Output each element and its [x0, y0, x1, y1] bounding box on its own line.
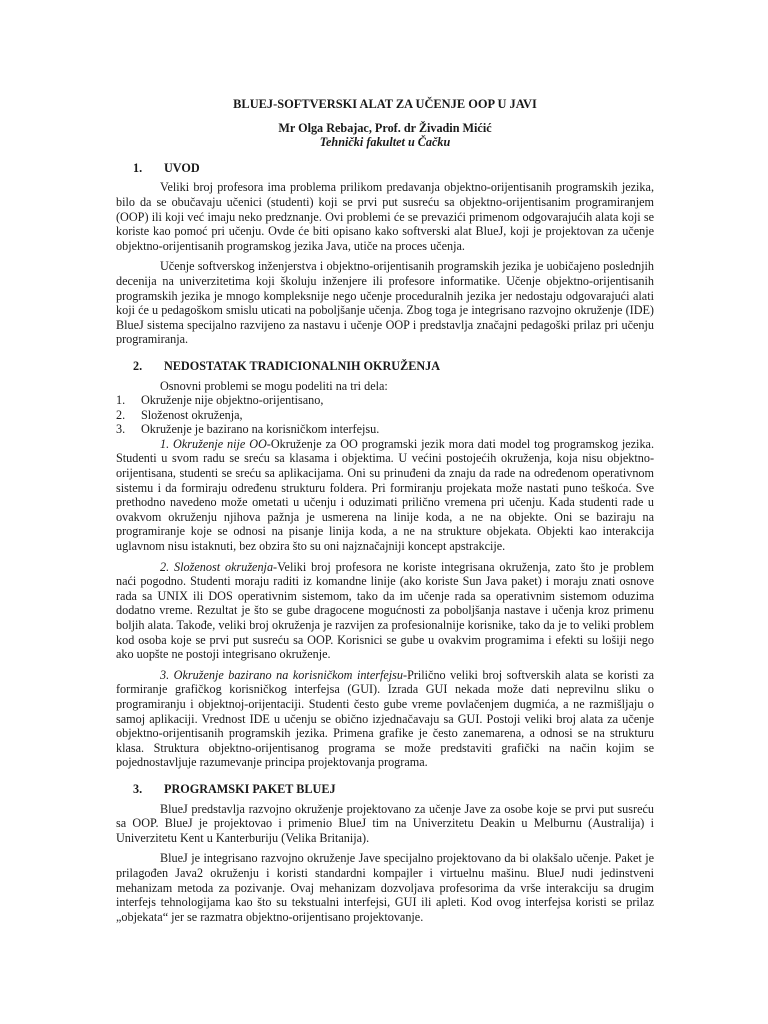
list-item-number: 2.: [116, 407, 126, 422]
section-2-heading: [116, 359, 654, 374]
section-2-title: NEDOSTATAK TRADICIONALNIH OKRUŽENJA: [164, 358, 441, 373]
list-item-text: Složenost okruženja,: [141, 407, 243, 422]
list-item: [116, 408, 654, 423]
section-1-heading: [116, 161, 654, 176]
list-item-number: 1.: [116, 393, 126, 408]
list-item-text: Okruženje je bazirano na korisničkom interfejsu.: [141, 422, 380, 437]
paragraph-body: Prilično veliki broj softverskih alata se koristi za formiranje grafičkog korisničkog interfejsa (GUI). Izrada GUI nekada može dati neprevilnu sliku o programiranju i objektnoj-orijentaciji. Studenti često gube vreme povlačenjem dugmića, a ne razmišljaju o samoj aplikaciji. Vrednost IDE u učenju se obično izjednačavaju sa GUI. Postoji veliki broj alata za učenje objektno-orijentisanih programskih jezika. Primena grafike je često zanemarena, a odnosi se na strukturu klasa. Struktura objektno-orijentisanog programa se može predstaviti grafički na način kojim se pojednostavljuje razumevanje principa projektovanja programa.: [116, 667, 655, 770]
paper-authors: Mr Olga Rebajac, Prof. dr Živadin Mićić: [278, 120, 492, 135]
paragraph-body: Veliki broj profesora ne koriste integrisana okruženja, zato što je problem naći pogodno. Studenti moraju raditi iz komandne linije (ako koriste Sun Java paket) i moraju znati osnove rada sa UNIX ili DOS operativnim sistemom, tako da im učenje rada sa operativnim sistemom oduzima dodatno vreme. Rezultat je što se gube dragocene mogućnosti za poboljšanja nastave i učenja kroz primenu boljih alata. Takođe, veliki broj okruženja je razvijen za profesionalnije korisnike, tako da je to veliki problem kod osoba koje se prvi put susreću sa OOP. Korisnici se gube u ovakvim programima i efekti su lošiji nego ako uopšte ne postoji integrisano okruženje.: [116, 559, 654, 662]
section-2-intro: Osnovni problemi se mogu podeliti na tri dela:: [160, 378, 388, 393]
section-1-number: 1.: [133, 160, 143, 175]
paragraph-lead: 3. Okruženje bazirano na korisničkom interfejsu-: [160, 667, 408, 682]
section-2-paragraph-1: [116, 437, 654, 554]
list-item: [116, 422, 654, 437]
problem-list: [116, 393, 654, 437]
section-1-paragraph-1: Veliki broj profesora ima problema prilikom predavanja objektno-orijentisanih programskih jezika, bilo da se obučavaju učenici (studenti) koji se prvi put susreću sa objektno-orijentisanim programiranjem (OOP) ili koji već imaju neko predznanje. Ovi problemi će se prevazići primenom odgovarajućih alata koji se koriste kao pomoć pri učenju. Ovde će biti opisano kako softverski alat BlueJ, koji je projektovan za učenje objektno-orijentisanih programskog jezika Java, utiče na proces učenja.: [116, 180, 654, 253]
section-3-number: 3.: [133, 781, 143, 796]
section-2-number: 2.: [133, 358, 143, 373]
list-item-text: Okruženje nije objektno-orijentisano,: [141, 393, 324, 408]
paragraph-lead: 2. Složenost okruženja-: [160, 559, 278, 574]
section-2-paragraph-3: [116, 668, 654, 770]
section-2-paragraph-2: [116, 560, 654, 662]
document-page: [116, 97, 654, 924]
section-1-paragraph-2: Učenje softverskog inženjerstva i objektno-orijentisanih programskih jezika je uobičajeno poslednjih decenija na univerzitetima koji školuju inženjere ili profesore informatike. Učenje objektno-orijentisanih programskih jezika je mnogo kompleksnije nego učenje proceduralnih jezika jer nedostaju odgovarajući alati koji će u pedagoškom smislu uticati na poboljšanje učenja. Zbog toga je integrisano razvojno okruženje (IDE) BlueJ sistema specijalno razvijeno za nastavu i učenje OOP i predstavlja značajni pedagoški prilaz pri učenju programiranja.: [116, 259, 654, 347]
section-3-paragraph-2: BlueJ je integrisano razvojno okruženje Jave specijalno projektovano da bi olakšalo učenje. Paket je prilagođen Java2 okruženju i koristi standardni kompajler i virtuelnu mašinu. BlueJ nudi jedinstveni mehanizam metoda za pozivanje. Ovaj mehanizam dozvoljava profesorima da vrše interakciju sa drugim interfejs tehnologijama kao što su tekstualni interfejsi, GUI ili apleti. Kod ovog interfejsa koristi se prilaz „objekata“ jer se razmatra objektno-orijentisano projektovanje.: [116, 851, 654, 924]
paragraph-lead: 1. Okruženje nije OO-: [160, 436, 271, 451]
paper-institution: Tehnički fakultet u Čačku: [319, 135, 451, 150]
section-3-heading: [116, 782, 654, 797]
list-item-number: 3.: [116, 422, 126, 437]
section-1-title: UVOD: [164, 160, 200, 175]
paragraph-body: Okruženje za OO programski jezik mora dati model tog programskog jezika. Studenti u svom radu se sreću sa klasama i objektima. U većini postojećih okruženja, koja nisu objektno-orijentisana, studenti se sreću sa aplikacijama. Oni su prinuđeni da znaju da rade na određenom operativnom sistemu i da formiraju određenu strukturu foldera. Pri formiranju projekata može nastati puno teškoća. Sve prethodno navedeno može ometati u učenju i oduzimati prilično vremena pri učenju. Kada studenti rade u ovakvom okruženju njihova pažnja je usmerena na linije koda, a ne na objekte. Oni se baziraju na programiranje koje se odnosi na pisanje linija koda, a ne na strukture objekata. Objekti kao interakcija uglavnom nisu istaknuti, bez obzira što su oni najznačajniji koncept apstrakcije.: [116, 436, 654, 554]
section-3-title: PROGRAMSKI PAKET BLUEJ: [164, 781, 336, 796]
section-3-paragraph-1: BlueJ predstavlja razvojno okruženje projektovano za učenje Jave za osobe koje se prvi put susreću sa OOP. BlueJ je projektovao i primenio BlueJ tim na Univerzitetu Deakin u Melburnu (Australija) i Univerzitetu Kent u Kanterburiju (Velika Britanija).: [116, 801, 654, 845]
paper-title: BLUEJ-SOFTVERSKI ALAT ZA UČENJE OOP U JAVI: [233, 97, 537, 111]
list-item: [116, 393, 654, 408]
